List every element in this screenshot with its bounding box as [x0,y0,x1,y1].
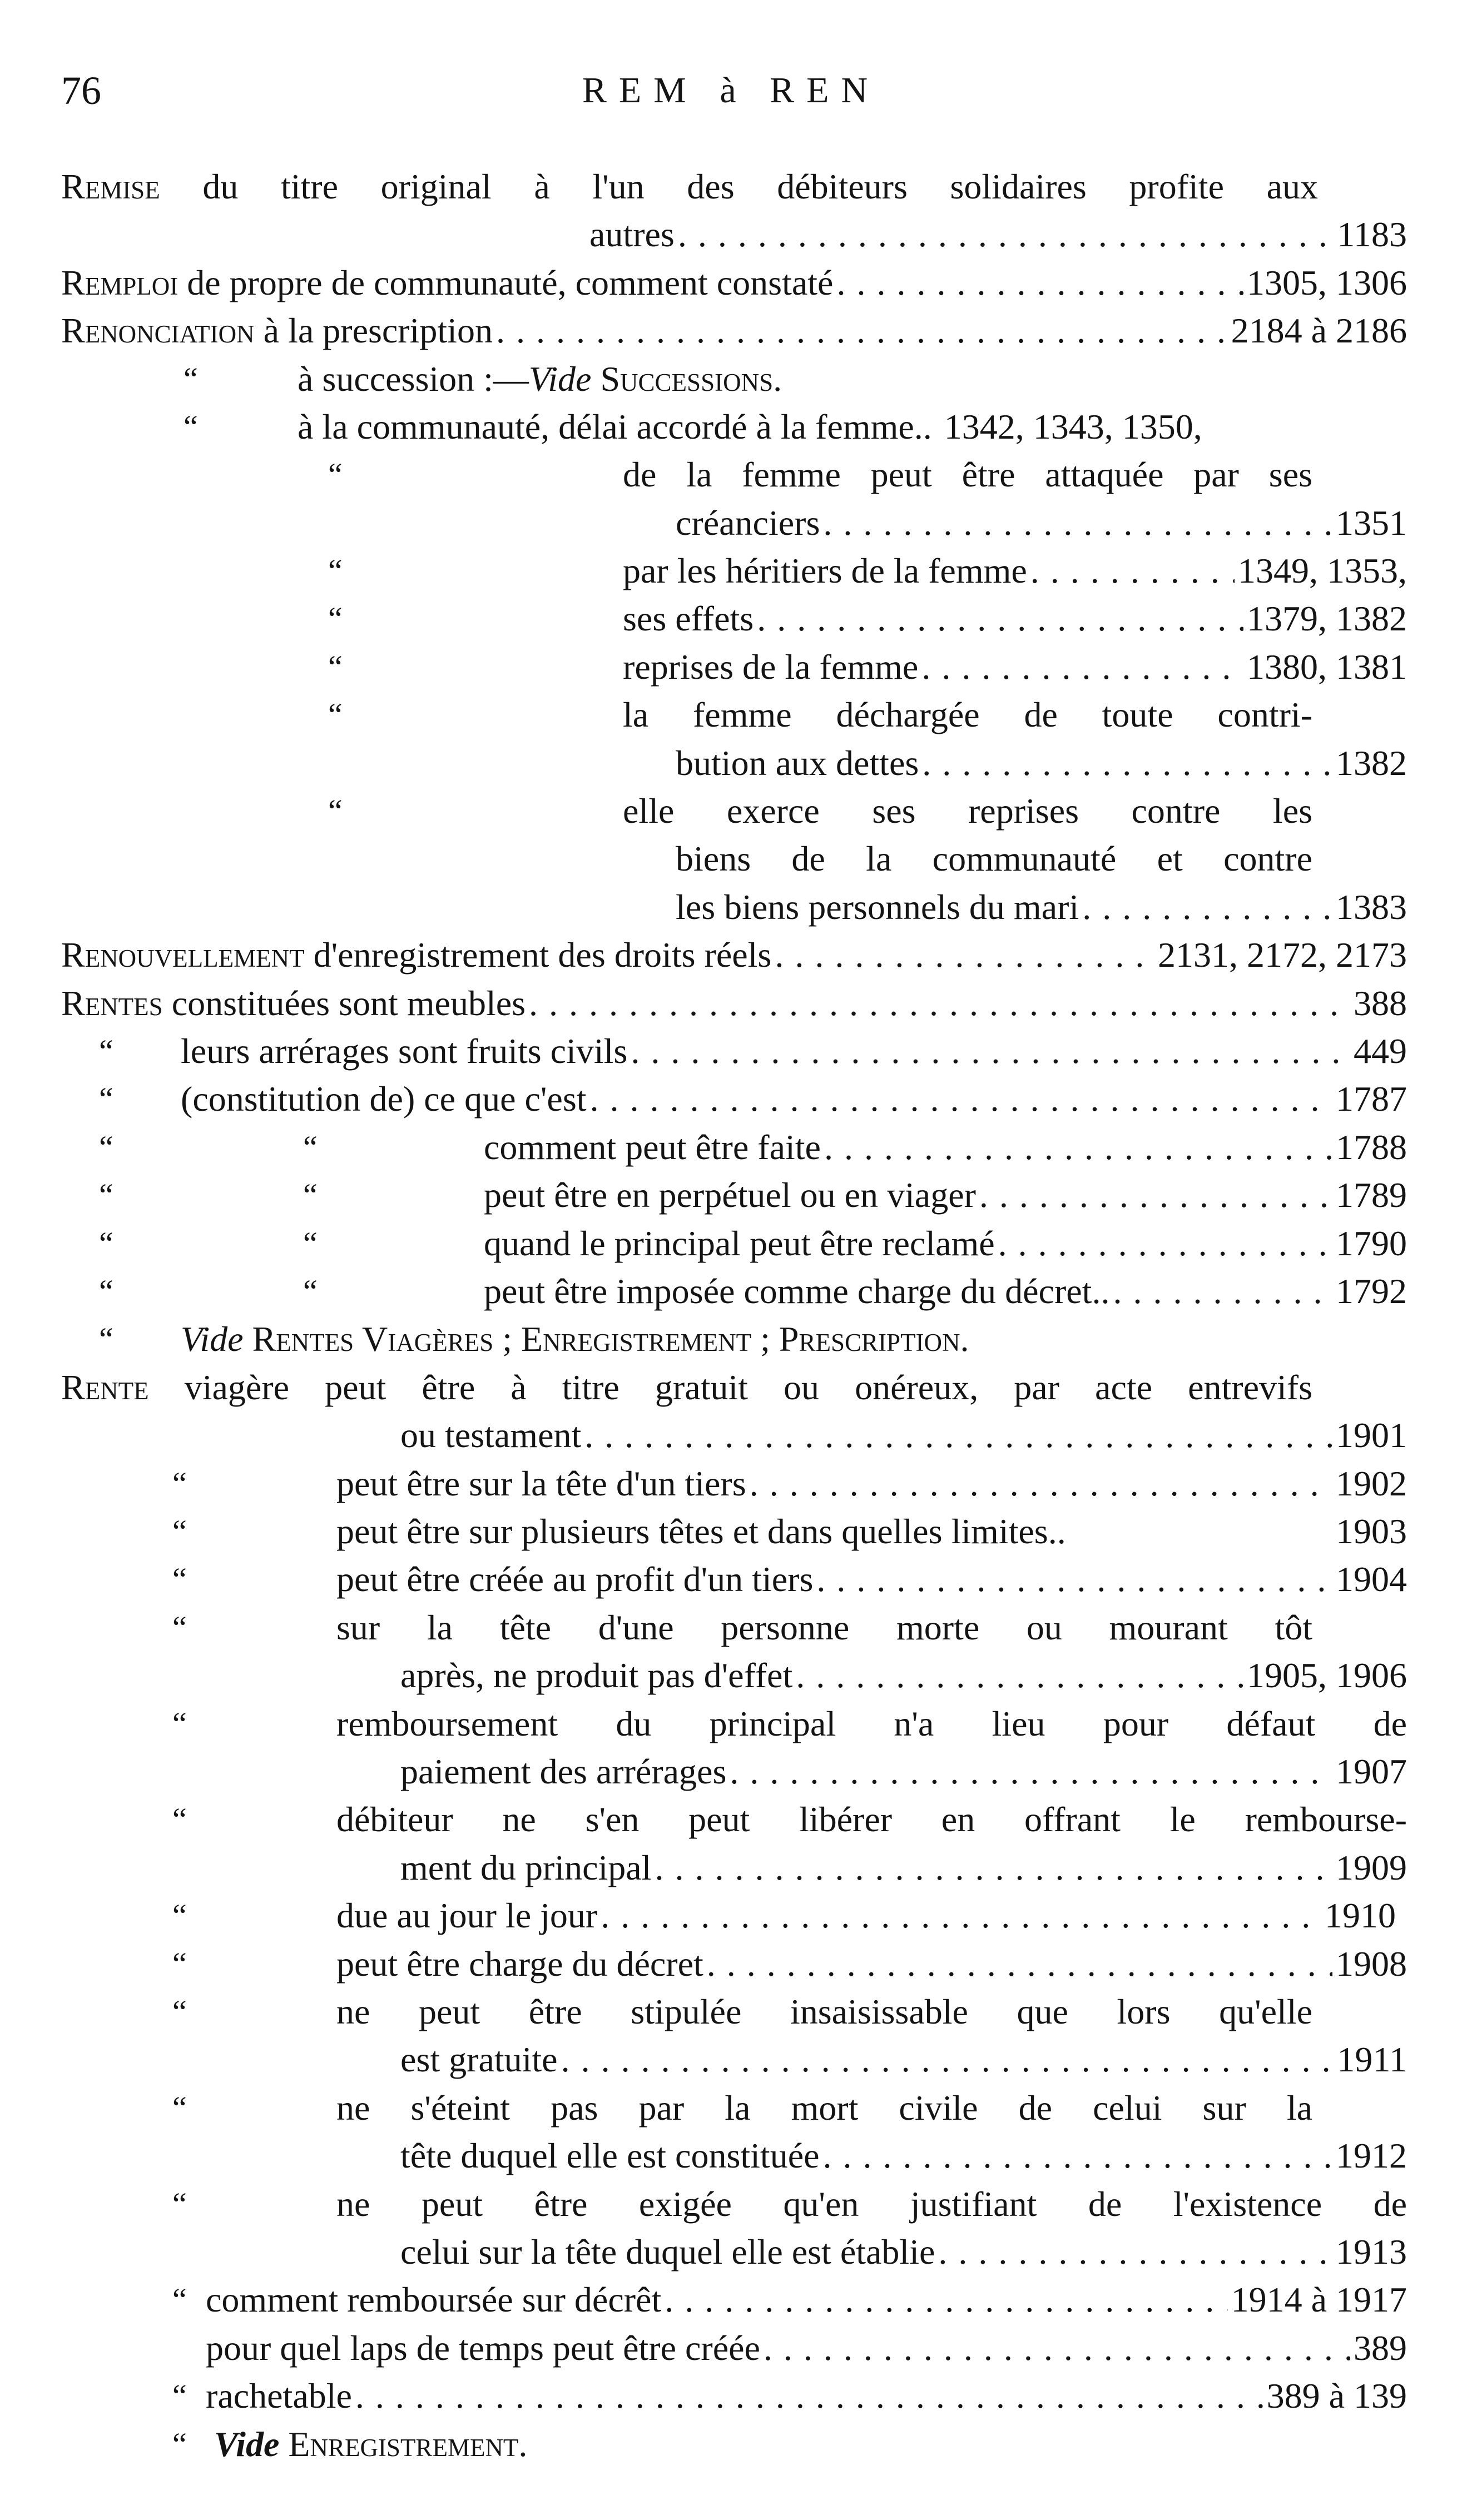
ditto-mark: “ [99,1177,113,1213]
entry-renonciation-dechargee-line2 [676,739,1407,787]
entry-text: à la prescription [263,311,493,350]
entry-text: à la communauté, délai accordé à la femme.. [298,407,932,446]
page-ref: 388 [1354,983,1407,1023]
page-ref: 1911 [1337,2040,1407,2079]
entry-text: peut être imposée comme charge du décret.. [484,1271,1110,1311]
entry-head: Remise [61,167,160,206]
entry-text: ne s'éteint pas par la mort civile de celui sur la [336,2088,1312,2128]
ditto-mark: “ [172,1946,187,1982]
entry-text: celui sur la tête duquel elle est établie [400,2232,935,2272]
entry-renonciation-dechargee-line1 [623,691,1312,739]
ditto-mark: “ [303,1177,318,1213]
page-ref: 1380, 1381 [1247,647,1407,687]
dot-leader [792,1652,1243,1699]
page-ref: 1913 [1336,2232,1407,2272]
entry-renonciation-communaute [298,403,1407,451]
dot-leader [760,2324,1350,2372]
entry-text: (constitution de) ce que c'est [181,1079,587,1119]
ditto-mark: “ [99,1273,113,1309]
page-ref: 1910 [1325,1896,1396,1935]
page-ref: 1903 [1336,1512,1407,1551]
ditto-mark: “ [99,1081,113,1117]
entry-rentes-constitution [181,1075,1407,1123]
page-ref: 1905, 1906 [1247,1656,1407,1695]
dot-leader [352,2372,1263,2420]
entry-rente-civile-line1 [336,2084,1312,2132]
vide-label: Vide [528,359,592,399]
entry-rente-insaisissable-line2 [400,2036,1407,2084]
entry-text: de la femme peut être attaquée par ses [623,455,1312,494]
dot-leader [703,1940,1332,1988]
page-ref: 1907 [1336,1752,1407,1791]
entry-rentes-faite [484,1124,1407,1171]
ditto-mark: “ [303,1225,318,1261]
dot-leader [995,1220,1332,1268]
dot-leader [821,1124,1332,1171]
entry-text: la femme déchargée de toute contri- [623,695,1312,734]
ditto-mark: “ [172,2090,187,2126]
page-ref: 1787 [1336,1079,1407,1119]
entry-rente-laps [206,2324,1407,2372]
dot-leader [754,595,1243,643]
ditto-mark: “ [303,1129,318,1165]
cross-reference: Successions. [600,359,782,399]
dot-leader [918,643,1243,691]
ditto-mark: “ [172,2282,187,2318]
ditto-mark: “ [328,793,343,829]
ditto-mark: “ [303,1273,318,1309]
entry-text: reprises de la femme [623,647,919,687]
dot-leader [976,1171,1332,1219]
page-ref: 1914 à 1917 [1231,2280,1407,2319]
entry-rente-remboursement-line2 [400,1748,1407,1796]
entry-renonciation [61,307,1407,355]
entry-renonciation-reprises [623,643,1407,691]
page-ref: 1788 [1336,1127,1407,1167]
entry-rente-morte-line2 [400,1652,1407,1699]
entry-renouvellement [61,931,1407,979]
ditto-mark: “ [184,361,198,397]
entry-rentes-vide [181,1315,1407,1363]
page-ref: 1790 [1336,1224,1407,1263]
dot-leader [558,2036,1334,2084]
entry-rente-jour [336,1892,1396,1940]
page-ref: 1383 [1336,887,1407,927]
page-title: REM à REN [582,70,880,111]
entry-renonciation-femme-line2 [676,499,1407,547]
entry-text: remboursement du principal n'a lieu pour défaut de [336,1704,1407,1743]
entry-rentes-imposee [484,1268,1407,1315]
page-ref: 1183 [1337,215,1407,254]
ditto-mark: “ [172,1897,187,1934]
page-ref: 1349, 1353, [1238,551,1407,590]
entry-remise-line1 [61,163,1318,211]
entry-text: comment remboursée sur décrêt [206,2280,662,2319]
entry-head: Rente [61,1368,149,1407]
entry-remploi [61,259,1407,307]
entry-rente-line2 [400,1411,1407,1459]
entry-text: quand le principal peut être reclamé [484,1224,995,1263]
entry-text: constituées sont meubles [171,983,526,1023]
entry-text: ses effets [623,599,754,638]
entry-text: du titre original à l'un des débiteurs solidaires profite aux [202,167,1319,206]
page-ref: 1901 [1336,1415,1407,1455]
dot-leader [493,307,1228,355]
dot-leader [820,499,1332,547]
entry-rente-morte-line1 [336,1604,1312,1652]
entry-head: Renouvellement [61,935,305,975]
dot-leader [581,1411,1332,1459]
ditto-mark: “ [172,2186,187,2222]
entry-rente-rachetable [206,2372,1407,2420]
entry-text: tête duquel elle est constituée [400,2136,820,2175]
entry-text: leurs arrérages sont fruits civils [181,1031,628,1071]
entry-text: ne peut être stipulée insaisissable que lors qu'elle [336,1992,1312,2031]
ditto-mark: “ [99,1129,113,1165]
entry-rente-plusieurs [336,1508,1407,1555]
vide-label: Vide [181,1319,244,1359]
entry-rente-liberer-line2 [400,1844,1407,1892]
page-ref: 1305, 1306 [1247,263,1407,302]
ditto-mark: “ [99,1321,113,1357]
dot-leader [1109,1268,1332,1315]
page-ref: 1342, 1343, 1350, [944,407,1202,446]
entry-rentes [61,980,1407,1027]
entry-text: bution aux dettes [676,743,919,783]
dot-leader [651,1844,1332,1892]
entry-rentes-reclame [484,1220,1407,1268]
entry-text: débiteur ne s'en peut libérer en offrant le rembourse- [336,1800,1407,1839]
ditto-mark: “ [172,1609,187,1646]
entry-renonciation-exerce-line2 [676,835,1312,883]
entry-rente-remboursee [206,2276,1407,2324]
entry-text: créanciers [676,503,820,543]
entry-text: les biens personnels du mari [676,887,1079,927]
ditto-mark: “ [172,2378,187,2414]
dot-leader [771,931,1154,979]
page-ref: 1912 [1336,2136,1407,2175]
entry-renonciation-effets [623,595,1407,643]
entry-head: Renonciation [61,311,255,350]
dot-leader [813,1555,1332,1603]
dot-leader [919,739,1332,787]
ditto-mark: “ [328,553,343,589]
dot-leader [526,980,1350,1027]
ditto-mark: “ [172,1706,187,1742]
page-ref: 1908 [1336,1944,1407,1984]
ditto-mark: “ [99,1225,113,1261]
ditto-mark: “ [328,456,343,493]
entry-text: paiement des arrérages [400,1752,727,1791]
entry-rente-vide [214,2420,1407,2468]
page-ref: 1904 [1336,1559,1407,1599]
entry-renonciation-succession [298,355,1407,403]
ditto-mark: “ [172,1801,187,1837]
dot-leader [597,1892,1321,1940]
dot-leader [820,2132,1333,2180]
page-ref: 1351 [1336,503,1407,543]
entry-head: Remploi [61,263,179,302]
entry-text: après, ne produit pas d'effet [400,1656,793,1695]
page-ref: 1792 [1336,1271,1407,1311]
ditto-mark: “ [328,697,343,733]
entry-text: d'enregistrement des droits réels [313,935,772,975]
entry-text: de propre de communauté, comment constaté [187,263,834,302]
entry-text: peut être en perpétuel ou en viager [484,1175,976,1215]
ditto-mark: “ [184,409,198,445]
ditto-mark: “ [172,1561,187,1597]
page-ref: 2184 à 2186 [1231,311,1407,350]
page-ref: 449 [1354,1031,1407,1071]
entry-renonciation-heritiers [623,547,1407,595]
entry-rente-existence-line2 [400,2228,1407,2276]
ditto-mark: “ [99,1033,113,1069]
vide-label: Vide [214,2424,280,2464]
dot-leader [1079,883,1332,931]
entry-text: peut être créée au profit d'un tiers [336,1559,814,1599]
page-ref: 1789 [1336,1175,1407,1215]
entry-text: peut être sur plusieurs têtes et dans quelles limites.. [336,1512,1066,1551]
page-ref: 1382 [1336,743,1407,783]
entry-remise-line2 [589,211,1407,259]
page-ref: 1379, 1382 [1247,599,1407,638]
entry-text: sur la tête d'une personne morte ou mourant tôt [336,1608,1312,1647]
ditto-mark: “ [328,600,343,637]
entry-rente-remboursement-line1 [336,1700,1407,1748]
entry-text: à succession :— [298,359,529,399]
entry-rente-civile-line2 [400,2132,1407,2180]
entry-text: autres [589,215,675,254]
dot-leader [661,2276,1227,2324]
ditto-mark: “ [172,1994,187,2030]
ditto-mark: “ [328,649,343,685]
entry-renonciation-exerce-line1 [623,787,1312,835]
dot-leader [833,259,1243,307]
entry-text: due au jour le jour [336,1896,598,1935]
entry-text: viagère peut être à titre gratuit ou onéreux, par acte entrevifs [184,1368,1313,1407]
page-ref: 1902 [1336,1464,1407,1503]
entry-renonciation-femme-line1 [623,451,1312,499]
dot-leader [675,211,1334,259]
dot-leader [587,1075,1333,1123]
dot-leader [746,1460,1332,1508]
entry-rente-existence-line1 [336,2180,1407,2228]
ditto-mark: “ [172,1465,187,1502]
cross-reference: Enregistrement. [288,2424,528,2464]
dot-leader [1027,547,1235,595]
entry-text: peut être sur la tête d'un tiers [336,1464,746,1503]
entry-rente-decret [336,1940,1407,1988]
ditto-mark: “ [172,1513,187,1549]
dot-leader [627,1027,1350,1075]
entry-rentes-perpetuel [484,1171,1407,1219]
entry-text: rachetable [206,2376,352,2415]
entry-text: elle exerce ses reprises contre les [623,791,1312,831]
entry-rente-profit [336,1555,1407,1603]
entry-head: Rentes [61,983,163,1023]
entry-renonciation-exerce-line3 [676,883,1407,931]
entry-text: est gratuite [400,2040,558,2079]
cross-reference: Rentes Viagères ; Enregistrement ; Prescription. [252,1319,969,1359]
entry-text: pour quel laps de temps peut être créée [206,2328,760,2368]
entry-text: ne peut être exigée qu'en justifiant de l'existence de [336,2184,1407,2224]
entry-rente-insaisissable-line1 [336,1988,1312,2036]
entry-text: biens de la communauté et contre [676,839,1312,878]
entry-text: par les héritiers de la femme [623,551,1027,590]
entry-rente-line1 [61,1364,1312,1411]
ditto-mark: “ [172,2426,187,2462]
page-ref: 2131, 2172, 2173 [1158,935,1407,975]
page-ref: 389 [1354,2328,1407,2368]
page-ref: 1909 [1336,1848,1407,1887]
entry-text: ment du principal [400,1848,652,1887]
page-ref: 389 à 139 [1266,2376,1407,2415]
entry-text: peut être charge du décret [336,1944,703,1984]
page-number: 76 [61,68,101,113]
entry-rente-liberer-line1 [336,1796,1407,1843]
entry-rente-tiers-tete [336,1460,1407,1508]
dot-leader [935,2228,1332,2276]
entry-rentes-arrerages [181,1027,1407,1075]
entry-text: comment peut être faite [484,1127,821,1167]
entry-text: ou testament [400,1415,582,1455]
dot-leader [726,1748,1332,1796]
